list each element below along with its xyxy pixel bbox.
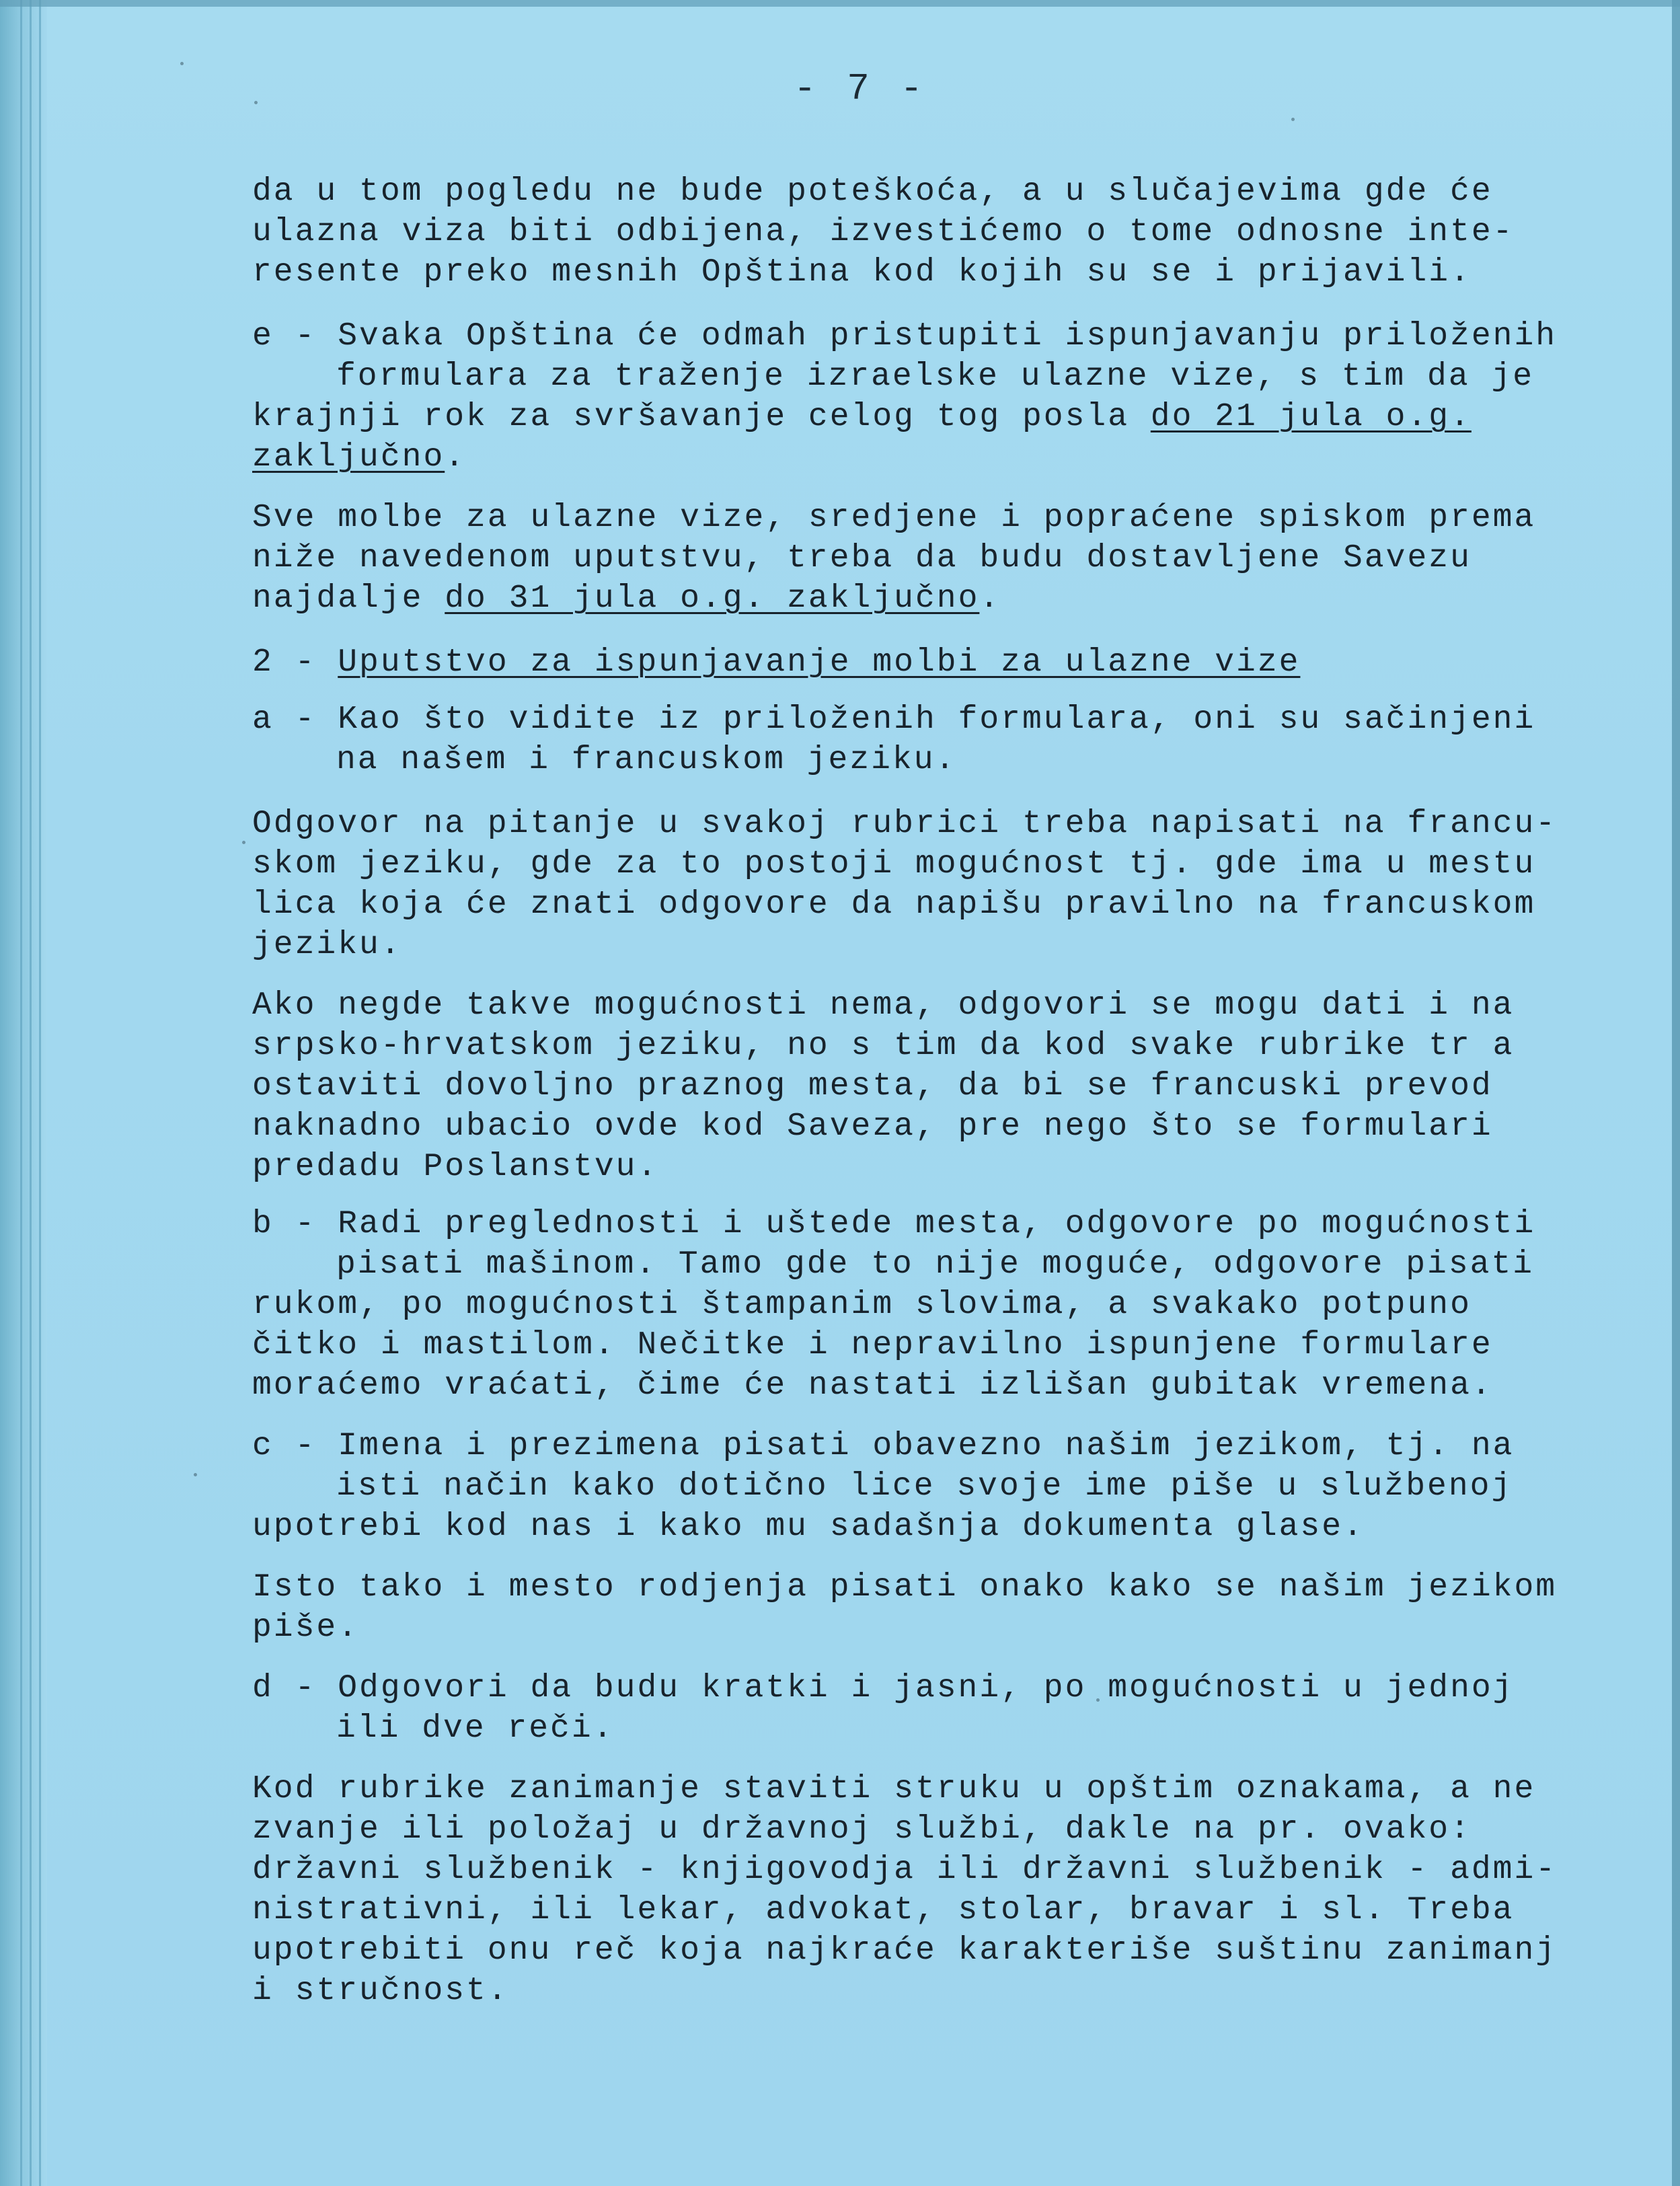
text-run: upotrebi kod nas i kako mu sadašnja dokumenta glase. <box>252 1509 1365 1545</box>
text-run: da u tom pogledu ne bude poteškoća, a u slučajevima gde će <box>252 174 1493 210</box>
text-line <box>252 1809 1472 1850</box>
text-line <box>252 1608 359 1648</box>
text-line <box>336 1244 1534 1285</box>
text-line <box>252 172 1493 212</box>
text-run: ulazna viza biti odbijena, izvestićemo o tome odnosne inte- <box>252 214 1515 250</box>
text-run: jeziku. <box>252 927 402 963</box>
text-line <box>252 498 1535 538</box>
text-line <box>252 844 1535 884</box>
text-run: ili dve reči. <box>336 1710 615 1747</box>
text-line <box>252 1890 1514 1930</box>
text-line <box>252 1769 1535 1809</box>
text-run: zvanje ili položaj u državnoj službi, dakle na pr. ovako: <box>252 1811 1472 1848</box>
scan-speck <box>194 1473 197 1476</box>
text-line <box>252 1147 658 1187</box>
text-line <box>336 356 1534 397</box>
text-run: e - Svaka Opština će odmah pristupiti ispunjavanju priloženih <box>252 318 1558 354</box>
text-run: čitko i mastilom. Nečitke i nepravilno ispunjene formulare <box>252 1327 1493 1363</box>
text-line <box>252 1668 1514 1708</box>
text-run: Odgovor na pitanje u svakoj rubrici treba napisati na francu- <box>252 806 1558 842</box>
text-line <box>252 1066 1493 1106</box>
text-line <box>252 1204 1535 1244</box>
text-line <box>252 1507 1365 1547</box>
text-run: d - Odgovori da budu kratki i jasni, po mogućnosti u jednoj <box>252 1670 1515 1706</box>
text-run: Sve molbe za ulazne vize, sredjene i popraćene spiskom prema <box>252 500 1536 536</box>
text-run: moraćemo vraćati, čime će nastati izlišan gubitak vremena. <box>252 1367 1493 1404</box>
text-line <box>252 212 1514 252</box>
text-run: Isto tako i mesto rodjenja pisati onako kako se našim jezikom <box>252 1569 1558 1606</box>
text-run: predadu Poslanstvu. <box>252 1149 659 1185</box>
text-line <box>252 1971 509 2011</box>
text-line <box>336 1466 1513 1507</box>
text-line <box>252 538 1472 578</box>
scan-speck <box>180 62 184 65</box>
text-line <box>252 397 1472 437</box>
text-run: 2 - <box>252 644 338 681</box>
text-run: resente preko mesnih Opština kod kojih su se i prijavili. <box>252 254 1472 291</box>
text-line <box>252 1567 1557 1608</box>
text-run: upotrebiti onu reč koja najkraće karakteriše suštinu zanimanj <box>252 1932 1558 1969</box>
text-line <box>252 1850 1557 1890</box>
text-run: srpsko-hrvatskom jeziku, no s tim da kod svake rubrike tr a <box>252 1028 1515 1064</box>
page-top-edge <box>0 0 1680 7</box>
text-line <box>252 985 1514 1026</box>
text-line <box>252 700 1535 740</box>
underlined-text: do 21 jula o.g. <box>1150 399 1472 435</box>
underlined-text: do 31 jula o.g. zaključno <box>445 580 980 617</box>
text-line <box>252 252 1472 293</box>
scan-speck <box>254 101 258 104</box>
text-run: krajnji rok za svršavanje celog tog posla <box>252 399 1151 435</box>
text-line <box>252 642 1300 683</box>
text-line <box>252 578 1001 619</box>
text-run: b - Radi preglednosti i uštede mesta, odgovore po mogućnosti <box>252 1206 1536 1242</box>
text-line <box>252 884 1535 925</box>
text-run: . <box>979 580 1001 617</box>
text-line <box>252 1365 1493 1406</box>
text-run: i stručnost. <box>252 1973 509 2009</box>
text-line <box>252 437 466 478</box>
text-run: najdalje <box>252 580 445 617</box>
scan-speck <box>242 841 245 844</box>
text-run: Kod rubrike zanimanje staviti struku u opštim oznakama, a ne <box>252 1771 1536 1807</box>
page-edge-line <box>20 0 22 2186</box>
text-run: isti način kako dotično lice svoje ime piše u službenoj <box>336 1468 1513 1505</box>
text-line <box>252 1930 1557 1971</box>
text-run: skom jeziku, gde za to postoji mogućnost tj. gde ima u mestu <box>252 846 1536 882</box>
text-line <box>252 1106 1493 1147</box>
text-run: . <box>445 439 467 476</box>
text-line <box>252 1325 1493 1365</box>
text-line <box>336 740 956 780</box>
text-run: pisati mašinom. Tamo gde to nije moguće, odgovore pisati <box>336 1246 1535 1283</box>
underlined-text: Uputstvo za ispunjavanje molbi za ulazne vize <box>338 644 1301 681</box>
text-run: formulara za traženje izraelske ulazne vize, s tim da je <box>336 359 1535 395</box>
text-line <box>252 316 1557 356</box>
text-line <box>252 1426 1514 1466</box>
scan-speck <box>1291 118 1295 121</box>
text-run: Ako negde takve mogućnosti nema, odgovori se mogu dati i na <box>252 987 1515 1024</box>
text-run: lica koja će znati odgovore da napišu pravilno na francuskom <box>252 887 1536 923</box>
text-run: niže navedenom uputstvu, treba da budu dostavljene Savezu <box>252 540 1472 576</box>
text-run: rukom, po mogućnosti štampanim slovima, a svakako potpuno <box>252 1287 1472 1323</box>
text-run: državni službenik - knjigovodja ili državni službenik - admi- <box>252 1852 1558 1888</box>
text-run: c - Imena i prezimena pisati obavezno našim jezikom, tj. na <box>252 1428 1515 1464</box>
page-edge-line <box>39 0 41 2186</box>
page-number: - 7 - <box>794 67 927 110</box>
page-edge-line <box>30 0 32 2186</box>
text-run: nistrativni, ili lekar, advokat, stolar, bravar i sl. Treba <box>252 1892 1515 1928</box>
text-run: piše. <box>252 1610 360 1646</box>
text-run: a - Kao što vidite iz priloženih formulara, oni su sačinjeni <box>252 702 1536 738</box>
text-line <box>252 925 402 965</box>
text-line <box>336 1708 614 1749</box>
text-run: ostaviti dovoljno praznog mesta, da bi se francuski prevod <box>252 1068 1493 1104</box>
text-line <box>252 1285 1472 1325</box>
text-line <box>252 1026 1514 1066</box>
text-run: naknadno ubacio ovde kod Saveza, pre nego što se formulari <box>252 1108 1493 1145</box>
text-run: na našem i francuskom jeziku. <box>336 742 957 778</box>
underlined-text: zaključno <box>252 439 445 476</box>
text-line <box>252 804 1557 844</box>
page-right-edge <box>1672 0 1680 2186</box>
